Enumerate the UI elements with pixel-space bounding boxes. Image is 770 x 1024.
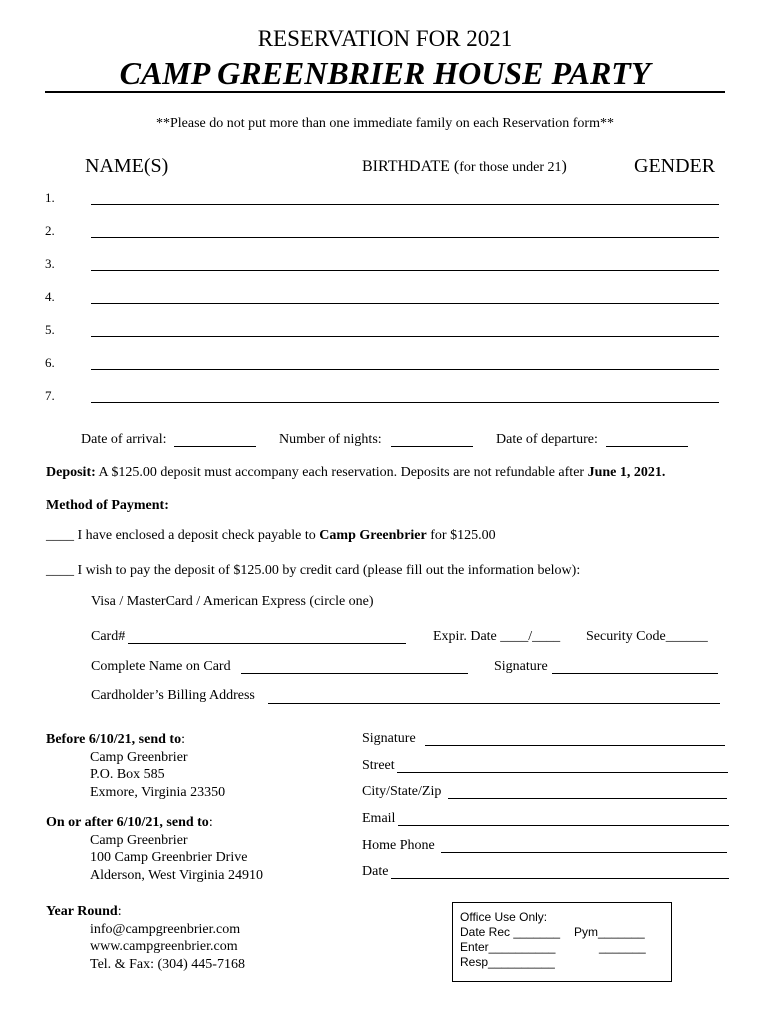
departure-field[interactable] [606,446,688,447]
card-signature-field[interactable] [552,673,718,674]
email-field[interactable] [398,825,729,826]
attendee-line[interactable] [91,270,719,271]
signature-label: Signature [362,731,416,746]
row-number: 5. [45,322,55,337]
nights-field[interactable] [391,446,473,447]
security-code-field[interactable]: ______ [665,629,708,644]
mail-after-colon: : [208,815,213,830]
year-round-heading: Year Round [46,904,118,919]
attendee-line[interactable] [91,336,719,337]
name-on-card-field[interactable] [241,673,468,674]
form-subtitle-year: RESERVATION FOR 2021 [257,26,513,51]
billing-address-field[interactable] [268,703,720,704]
office-payment: Pym_______ [574,925,645,939]
payment-option-card[interactable]: ____ I wish to pay the deposit of $125.00 by credit card (please fill out the information below): [46,563,581,578]
mail-before-line: Exmore, Virginia 23350 [90,784,226,800]
mail-before-line: P.O. Box 585 [90,767,165,782]
family-note: **Please do not put more than one immediate family on each Reservation form** [156,116,614,131]
date-label: Date [362,864,389,879]
contact-phone: Tel. & Fax: (304) 445-7168 [90,956,245,972]
row-number: 1. [45,190,55,205]
contact-website: www.campgreenbrier.com [90,939,238,954]
mail-before-heading: Before 6/10/21, send to [46,732,182,747]
attendee-line[interactable] [91,204,719,205]
security-code-text: Security Code [586,629,666,644]
security-code-label [586,629,708,645]
nights-label: Number of nights: [279,432,382,447]
arrival-field[interactable] [174,446,256,447]
year-round-block [46,903,245,973]
attendee-line[interactable] [91,369,719,370]
home-phone-label: Home Phone [362,838,435,853]
deposit-deadline: June 1, 2021. [587,465,666,480]
check-amount: for $125.00 [426,528,496,543]
date-field[interactable] [391,878,729,879]
billing-address-label: Cardholder’s Billing Address [91,688,255,703]
mail-before-line: Camp Greenbrier [90,749,188,765]
office-entered-blank: _______ [599,940,646,954]
card-types: Visa / MasterCard / American Express (circle one) [91,594,374,609]
email-label: Email [362,811,396,826]
birthdate-note: for those under 21 [459,160,562,175]
departure-label: Date of departure: [496,432,598,447]
mail-after-heading: On or after 6/10/21, send to [46,815,209,830]
deposit-label: Deposit: [46,465,96,480]
name-on-card-label: Complete Name on Card [91,659,231,674]
gender-column-header: GENDER [634,155,716,177]
attendee-line[interactable] [91,237,719,238]
expiration-field[interactable]: Expir. Date ____/____ [433,629,561,644]
row-number: 3. [45,256,55,271]
mail-before-block [46,731,225,801]
names-column-header: NAME(S) [85,155,169,177]
birthdate-close: ) [561,158,567,175]
deposit-body: A $125.00 deposit must accompany each reservation. Deposits are not refundable after [95,465,588,480]
office-date-received: Date Rec _______ [460,925,561,939]
arrival-label: Date of arrival: [81,432,167,447]
home-phone-field[interactable] [441,852,727,853]
card-number-field[interactable] [128,643,406,644]
deposit-text [46,465,665,481]
mail-after-line: Alderson, West Virginia 24910 [90,867,264,883]
mail-before-colon: : [181,732,185,747]
row-number: 7. [45,388,55,403]
signature-field[interactable] [425,745,725,746]
office-response: Resp__________ [460,955,555,969]
payee-name: Camp Greenbrier [319,528,427,543]
attendee-line[interactable] [91,303,719,304]
contact-email: info@campgreenbrier.com [90,921,241,937]
birthdate-label: BIRTHDATE ( [362,158,460,175]
street-field[interactable] [397,772,728,773]
title-divider [45,91,725,93]
street-label: Street [362,758,395,773]
mail-after-line: Camp Greenbrier [90,832,188,848]
card-number-label: Card# [91,629,126,644]
year-round-colon: : [117,904,122,919]
office-use-title: Office Use Only: [460,910,548,924]
office-entered: Enter__________ [460,940,556,954]
row-number: 4. [45,289,55,304]
payment-heading: Method of Payment: [46,498,169,513]
office-use-box [452,902,672,982]
birthdate-column-header [362,158,567,176]
check-option-text: ____ I have enclosed a deposit check payable to [46,528,320,543]
attendee-line[interactable] [91,402,719,403]
city-state-zip-label: City/State/Zip [362,784,442,799]
card-signature-label: Signature [494,659,548,674]
row-number: 2. [45,223,55,238]
form-title: CAMP GREENBRIER HOUSE PARTY [119,55,651,91]
city-state-zip-field[interactable] [448,798,727,799]
mail-after-block [46,814,263,884]
mail-after-line: 100 Camp Greenbrier Drive [90,850,248,865]
row-number: 6. [45,355,55,370]
payment-option-check[interactable] [46,528,496,544]
